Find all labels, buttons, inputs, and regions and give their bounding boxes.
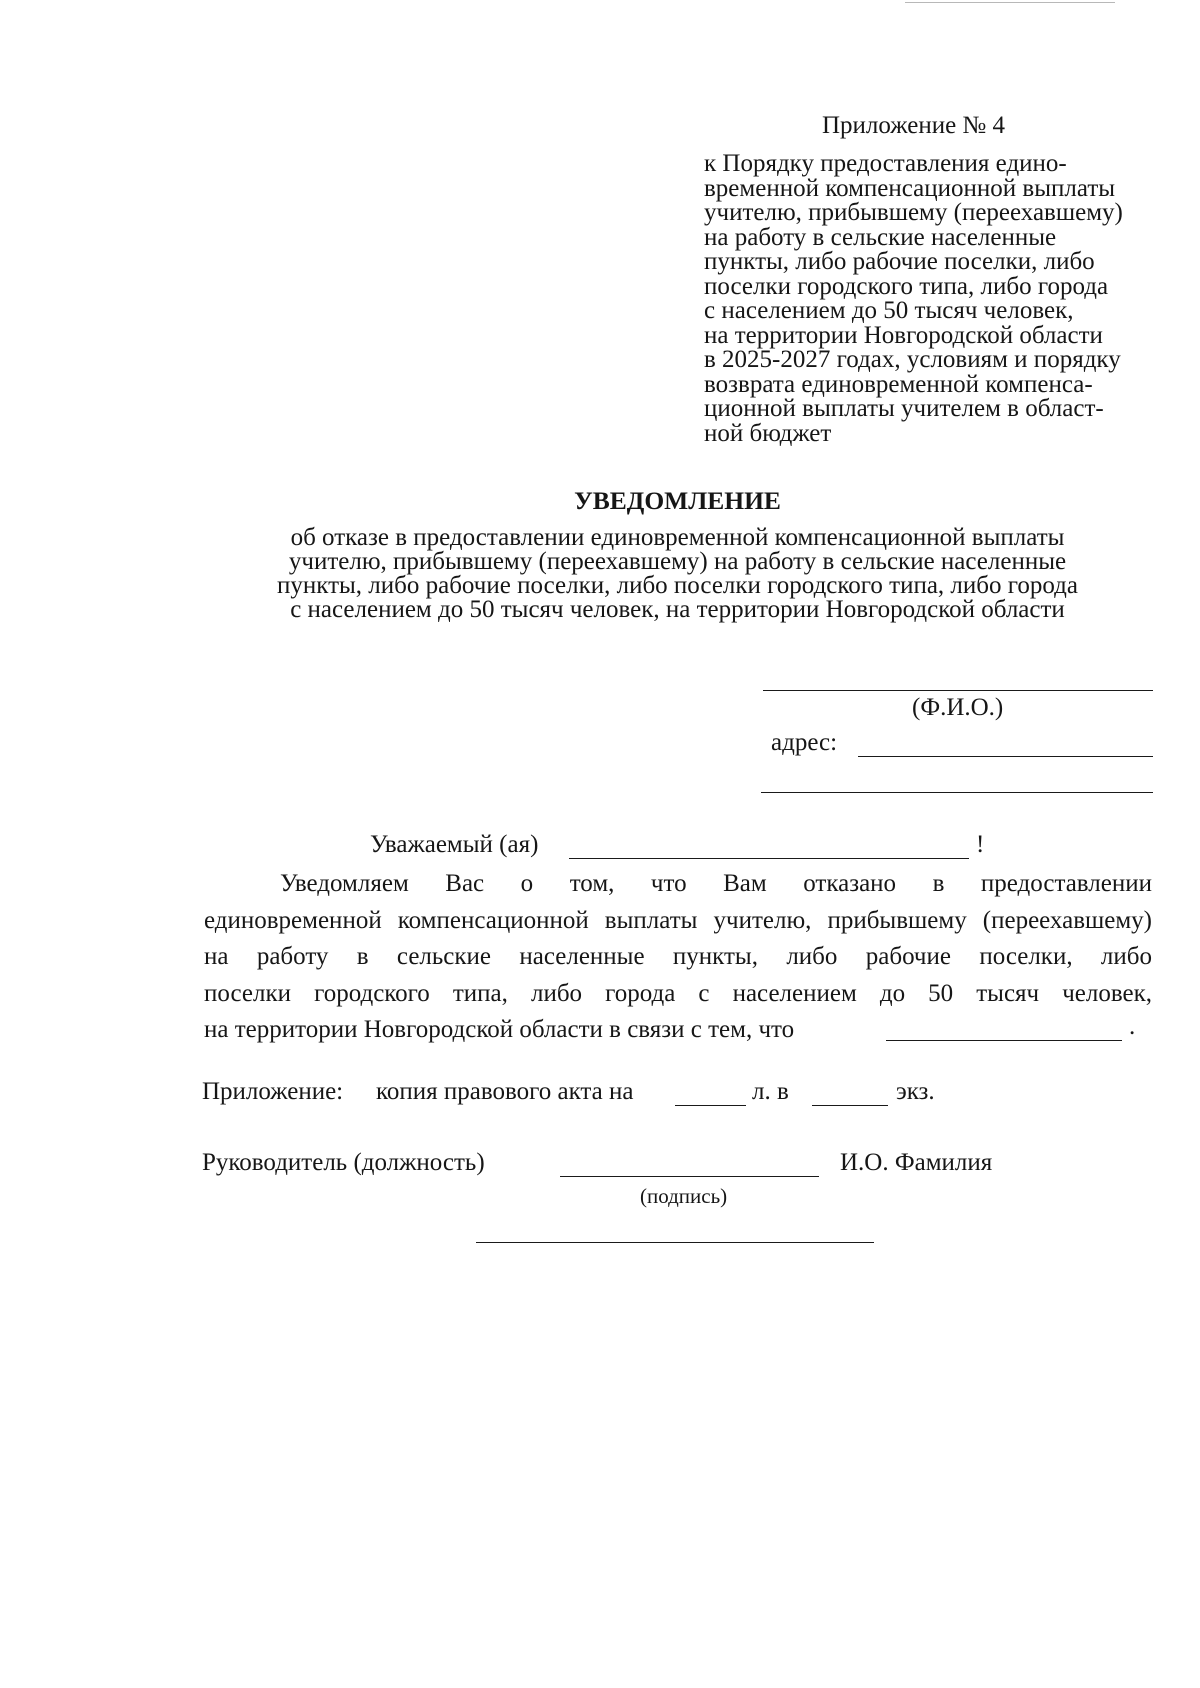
- annex-line: учителю, прибывшему (переехавшему): [704, 199, 1123, 226]
- annex-line: в 2025-2027 годах, условиям и порядку: [704, 346, 1121, 373]
- annex-description: [704, 152, 1123, 446]
- subtitle-line: учителю, прибывшему (переехавшему) на работу в сельские населенные: [288, 548, 1067, 575]
- salutation-exclamation: !: [976, 831, 985, 858]
- annex-line: пункты, либо рабочие поселки, либо: [704, 248, 1095, 275]
- attachment-copies-unit: экз.: [896, 1078, 935, 1105]
- annex-number: Приложение № 4: [822, 112, 1006, 139]
- body-end-period: .: [1129, 1013, 1136, 1040]
- subtitle-line: об отказе в предоставлении единовременной компенсационной выплаты: [290, 524, 1065, 551]
- notice-body: [204, 866, 1152, 1049]
- fio-field-line: [763, 690, 1153, 691]
- fio-caption: (Ф.И.О.): [912, 694, 1004, 721]
- subtitle-line: с населением до 50 тысяч человек, на территории Новгородской области: [290, 596, 1065, 623]
- address-label: адрес:: [771, 729, 838, 756]
- salutation-name-line: [569, 858, 969, 859]
- body-line: Уведомляем Вас о том, что Вам отказано в предоставлении: [280, 870, 1152, 897]
- body-line: на территории Новгородской области в связи с тем, что: [204, 1016, 795, 1043]
- address-field-line-2: [761, 792, 1153, 793]
- annex-line: к Порядку предоставления едино-: [704, 150, 1067, 177]
- signer-name: И.О. Фамилия: [840, 1149, 993, 1176]
- body-line: поселки городского типа, либо города с населением до 50 тысяч человек,: [204, 979, 1152, 1007]
- annex-line: возврата единовременной компенса-: [704, 370, 1093, 398]
- body-line: единовременной компенсационной выплаты учителю, прибывшему (переехавшему): [204, 906, 1152, 934]
- address-field-line: [858, 756, 1153, 757]
- attachment-text: копия правового акта на: [376, 1078, 634, 1105]
- subtitle-line: пункты, либо рабочие поселки, либо поселки городского типа, либо города: [277, 572, 1078, 599]
- reason-field-line: [886, 1040, 1122, 1041]
- sheets-count-line: [675, 1105, 746, 1106]
- annex-line: на работу в сельские населенные: [704, 223, 1057, 251]
- document-title: УВЕДОМЛЕНИЕ: [574, 486, 781, 515]
- attachment-label: Приложение:: [202, 1078, 344, 1105]
- signer-position: Руководитель (должность): [202, 1149, 485, 1176]
- document-subtitle: [0, 526, 1200, 622]
- annex-line: на территории Новгородской области: [704, 321, 1103, 349]
- page-edge-line: [905, 2, 1115, 3]
- body-line: на работу в сельские населенные пункты, либо рабочие поселки, либо: [204, 943, 1152, 970]
- signature-caption: (подпись): [640, 1184, 728, 1208]
- annex-line: ционной выплаты учителем в област-: [704, 395, 1104, 422]
- copies-count-line: [812, 1105, 888, 1106]
- annex-line: ной бюджет: [704, 419, 832, 447]
- annex-line: поселки городского типа, либо города: [704, 272, 1109, 300]
- annex-line: с населением до 50 тысяч человек,: [704, 297, 1074, 324]
- attachment-sheets-unit: л. в: [752, 1078, 789, 1105]
- salutation: Уважаемый (ая): [370, 831, 539, 858]
- annex-line: временной компенсационной выплаты: [704, 174, 1116, 202]
- closing-separator-line: [476, 1242, 874, 1243]
- signature-line: [560, 1176, 819, 1177]
